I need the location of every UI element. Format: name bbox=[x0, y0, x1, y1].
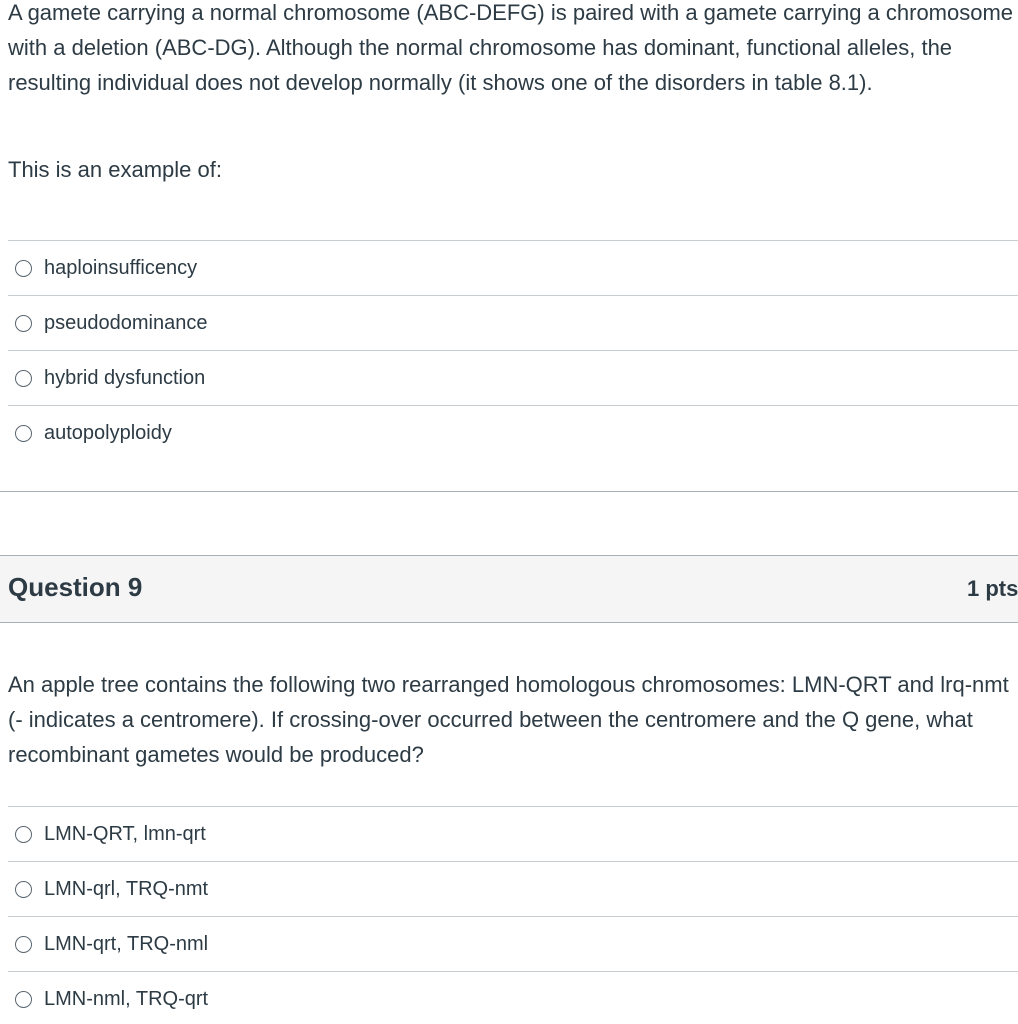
question-8-answers bbox=[8, 240, 1018, 460]
answer-option[interactable] bbox=[8, 916, 1018, 971]
answer-label: LMN-qrt, TRQ-nml bbox=[44, 932, 209, 955]
answer-option[interactable] bbox=[8, 971, 1018, 1024]
radio-button[interactable] bbox=[15, 260, 32, 277]
answer-option[interactable] bbox=[8, 350, 1018, 405]
radio-button[interactable] bbox=[15, 991, 32, 1008]
question-9-title: Question 9 bbox=[8, 572, 143, 602]
radio-button[interactable] bbox=[15, 826, 32, 843]
question-8-prompt: This is an example of: bbox=[8, 157, 222, 182]
radio-button[interactable] bbox=[15, 315, 32, 332]
question-9-answers bbox=[8, 806, 1018, 1024]
answer-option[interactable] bbox=[8, 240, 1018, 295]
answer-label: pseudodominance bbox=[44, 311, 208, 334]
answer-label: haploinsufficency bbox=[44, 256, 198, 279]
question-9-points: 1 pts bbox=[967, 576, 1018, 601]
question-9-header bbox=[0, 555, 1018, 623]
answer-option[interactable] bbox=[8, 861, 1018, 916]
answer-label: LMN-QRT, lmn-qrt bbox=[44, 822, 206, 845]
radio-button[interactable] bbox=[15, 936, 32, 953]
question-8-text: A gamete carrying a normal chromosome (ABC-DEFG) is paired with a gamete carrying a chromosome with a deletion (ABC-DG). Although the normal chromosome has dominant, functional alleles, the resulting individual does not develop normally (it shows one of the disorders in table 8.1). bbox=[8, 0, 1014, 95]
radio-button[interactable] bbox=[15, 370, 32, 387]
question-divider bbox=[0, 491, 1018, 492]
answer-label: hybrid dysfunction bbox=[44, 366, 206, 389]
answer-label: LMN-qrl, TRQ-nmt bbox=[44, 877, 209, 900]
radio-button[interactable] bbox=[15, 881, 32, 898]
answer-option[interactable] bbox=[8, 806, 1018, 861]
question-9-text: An apple tree contains the following two rearranged homologous chromosomes: LMN-QRT and lrq-nmt (- indicates a centromere). If crossing-over occurred between the centromere and the Q gene, what recombinant gametes would be produced? bbox=[8, 672, 1009, 767]
answer-label: autopolyploidy bbox=[44, 421, 172, 444]
answer-option[interactable] bbox=[8, 405, 1018, 460]
answer-option[interactable] bbox=[8, 295, 1018, 350]
answer-label: LMN-nml, TRQ-qrt bbox=[44, 987, 209, 1010]
radio-button[interactable] bbox=[15, 425, 32, 442]
